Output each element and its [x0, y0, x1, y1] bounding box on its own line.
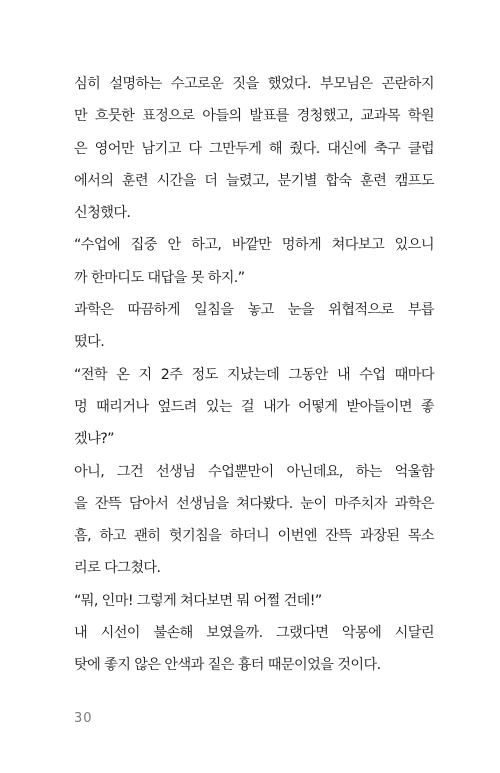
- text-line: “전학 온 지 2주 정도 지났는데 그동안 내 수업 때마다: [74, 366, 434, 383]
- text-line: 멍 때리거나 엎드려 있는 걸 내가 어떻게 받아들이면 좋: [74, 398, 434, 415]
- text-line: 떴다.: [74, 334, 105, 351]
- text-line: “수업에 집중 안 하고, 바깥만 멍하게 쳐다보고 있으니: [74, 237, 434, 254]
- text-line: 과학은 따끔하게 일침을 놓고 눈을 위협적으로 부릅: [74, 302, 434, 319]
- text-line: 심히 설명하는 수고로운 짓을 했었다. 부모님은 곤란하지: [74, 76, 434, 92]
- text-line: “뭐, 인마! 그렇게 쳐다보면 뭐 어쩔 건데!”: [74, 592, 322, 609]
- text-line: 흠, 하고 괜히 헛기침을 하더니 이번엔 잔뜩 과장된 목소: [74, 528, 434, 545]
- text-line: 신청했다.: [74, 205, 131, 222]
- text-line: 리로 다그쳤다.: [74, 560, 161, 577]
- text-line: 을 잔뜩 담아서 선생님을 쳐다봤다. 눈이 마주치자 과학은: [74, 495, 434, 512]
- body-text: [74, 68, 434, 682]
- text-line: 탓에 좋지 않은 안색과 짙은 흉터 때문이었을 것이다.: [74, 657, 381, 674]
- page-number: 30: [74, 711, 93, 726]
- text-line: 에서의 훈련 시간을 더 늘렸고, 분기별 합숙 훈련 캠프도: [74, 172, 434, 189]
- text-line: 내 시선이 불손해 보였을까. 그랬다면 악몽에 시달린: [74, 625, 434, 642]
- text-line: 은 영어만 남기고 다 그만두게 해 줬다. 대신에 축구 클럽: [74, 140, 434, 157]
- text-line: 만 흐뭇한 표정으로 아들의 발표를 경청했고, 교과목 학원: [74, 108, 434, 125]
- text-line: 까 한마디도 대답을 못 하지.”: [74, 269, 245, 286]
- text-line: 아니, 그건 선생님 수업뿐만이 아닌데요, 하는 억울함: [74, 463, 434, 480]
- text-line: 겠냐?”: [74, 431, 114, 448]
